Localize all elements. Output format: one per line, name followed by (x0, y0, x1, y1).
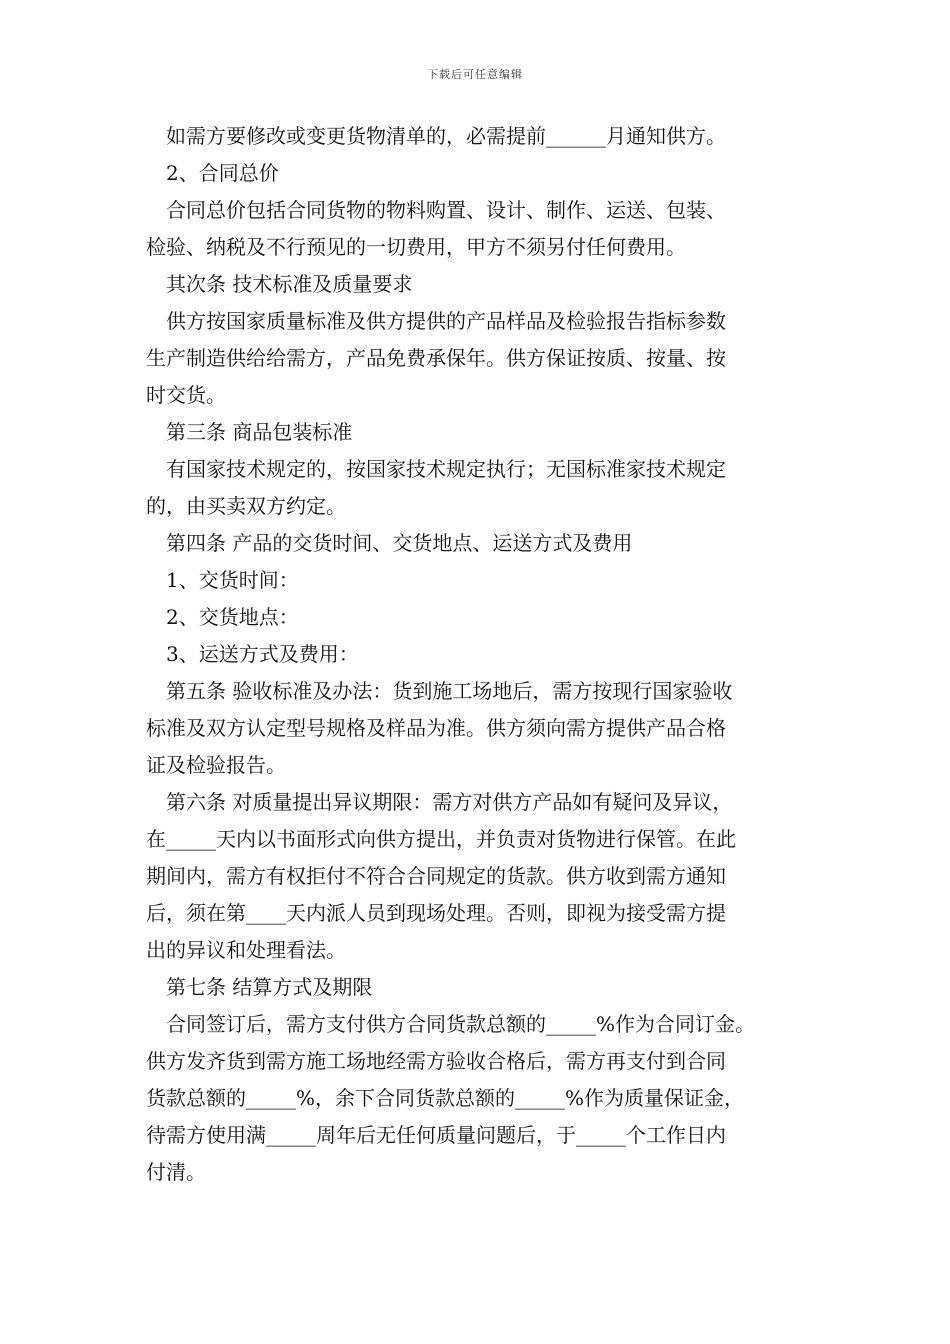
paragraph (146, 969, 826, 1006)
document-body (146, 118, 826, 1191)
text-line: 2、合同总价 (166, 161, 279, 185)
paragraph (146, 266, 826, 303)
text-line: 其次条 技术标准及质量要求 (166, 272, 413, 296)
text-line: 第四条 产品的交货时间、交货地点、运送方式及费用 (166, 531, 633, 555)
text-line: 供方按国家质量标准及供方提供的产品样品及检验报告指标参数 (166, 309, 726, 333)
text-line: 合同总价包括合同货物的物料购置、设计、制作、运送、包装、 (166, 198, 726, 222)
text-line: 待需方使用满_____周年后无任何质量问题后，于_____个工作日内 (146, 1123, 726, 1147)
paragraph (146, 451, 826, 525)
text-line: 货款总额的_____%，余下合同货款总额的_____%作为质量保证金， (146, 1086, 745, 1110)
text-line: 第三条 商品包装标准 (166, 420, 353, 444)
text-line: 出的异议和处理看法。 (146, 938, 346, 962)
text-line: 第六条 对质量提出异议期限：需方对供方产品如有疑问及异议， (166, 790, 733, 814)
page-header: 下载后可任意编辑 (427, 68, 523, 81)
paragraph (146, 784, 826, 969)
text-line: 证及检验报告。 (146, 753, 286, 777)
text-line: 的，由买卖双方约定。 (146, 494, 346, 518)
text-line: 2、交货地点： (166, 605, 299, 629)
text-line: 有国家技术规定的，按国家技术规定执行；无国标准家技术规定 (166, 457, 726, 481)
text-line: 第七条 结算方式及期限 (166, 975, 373, 999)
text-line: 1、交货时间： (166, 568, 299, 592)
text-line: 供方发齐货到需方施工场地经需方验收合格后，需方再支付到合同 (146, 1049, 726, 1073)
text-line: 时交货。 (146, 383, 226, 407)
paragraph (146, 562, 826, 599)
paragraph (146, 636, 826, 673)
text-line: 标准及双方认定型号规格及样品为准。供方须向需方提供产品合格 (146, 716, 726, 740)
paragraph (146, 673, 826, 784)
paragraph (146, 525, 826, 562)
text-line: 生产制造供给给需方，产品免费承保年。供方保证按质、按量、按 (146, 346, 726, 370)
paragraph (146, 118, 826, 155)
text-line: 期间内，需方有权拒付不符合合同规定的货款。供方收到需方通知 (146, 864, 726, 888)
paragraph (146, 192, 826, 266)
text-line: 付清。 (146, 1160, 206, 1184)
text-line: 合同签订后，需方支付供方合同货款总额的_____%作为合同订金。 (166, 1012, 756, 1036)
text-line: 如需方要修改或变更货物清单的，必需提前______月通知供方。 (166, 124, 726, 148)
text-line: 第五条 验收标准及办法：货到施工场地后，需方按现行国家验收 (166, 679, 733, 703)
paragraph (146, 1006, 826, 1191)
text-line: 在_____天内以书面形式向供方提出，并负责对货物进行保管。在此 (146, 827, 736, 851)
text-line: 检验、纳税及不行预见的一切费用，甲方不须另付任何费用。 (146, 235, 686, 259)
paragraph (146, 599, 826, 636)
paragraph (146, 303, 826, 414)
text-line: 3、运送方式及费用： (166, 642, 359, 666)
paragraph (146, 155, 826, 192)
paragraph (146, 414, 826, 451)
text-line: 后，须在第____天内派人员到现场处理。否则，即视为接受需方提 (146, 901, 726, 925)
